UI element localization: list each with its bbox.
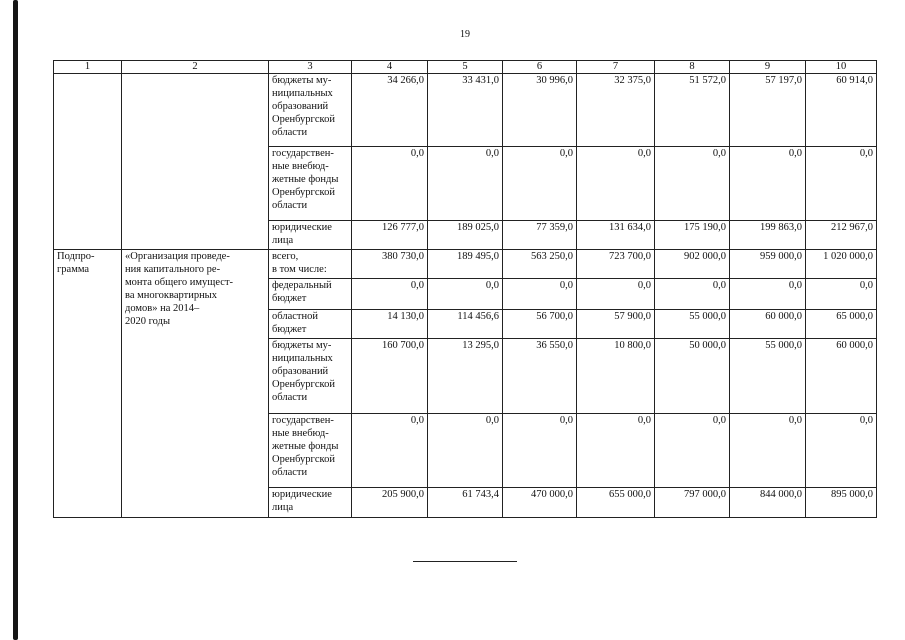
value-cell: 57 900,0 <box>577 310 655 339</box>
value-cell: 797 000,0 <box>655 488 730 518</box>
value-cell: 34 266,0 <box>352 74 428 147</box>
value-cell: 30 996,0 <box>503 74 577 147</box>
value-cell: 131 634,0 <box>577 221 655 250</box>
value-cell: 33 431,0 <box>428 74 503 147</box>
empty-cell <box>54 74 122 250</box>
value-cell: 0,0 <box>577 147 655 221</box>
value-cell: 723 700,0 <box>577 250 655 279</box>
row-label: всего, в том числе: <box>269 250 352 279</box>
value-cell: 77 359,0 <box>503 221 577 250</box>
value-cell: 0,0 <box>503 147 577 221</box>
row-label: государствен- ные внебюд- жетные фонды Оренбургской области <box>269 414 352 488</box>
budget-table <box>53 60 877 518</box>
row-label: юридические лица <box>269 488 352 518</box>
footnote-rule <box>413 561 517 562</box>
value-cell: 470 000,0 <box>503 488 577 518</box>
header-cell: 1 <box>54 61 122 74</box>
value-cell: 55 000,0 <box>655 310 730 339</box>
value-cell: 60 914,0 <box>806 74 877 147</box>
header-row <box>54 61 877 74</box>
row-label: бюджеты му- ниципальных образований Оренбургской области <box>269 339 352 414</box>
value-cell: 60 000,0 <box>730 310 806 339</box>
value-cell: 0,0 <box>352 279 428 310</box>
value-cell: 0,0 <box>503 414 577 488</box>
row-label: государствен- ные внебюд- жетные фонды Оренбургской области <box>269 147 352 221</box>
value-cell: 0,0 <box>352 147 428 221</box>
header-cell: 8 <box>655 61 730 74</box>
value-cell: 380 730,0 <box>352 250 428 279</box>
value-cell: 0,0 <box>806 147 877 221</box>
value-cell: 0,0 <box>806 279 877 310</box>
header-cell: 6 <box>503 61 577 74</box>
row-label: федеральный бюджет <box>269 279 352 310</box>
value-cell: 844 000,0 <box>730 488 806 518</box>
value-cell: 895 000,0 <box>806 488 877 518</box>
row-label: бюджеты му- ниципальных образований Оренбургской области <box>269 74 352 147</box>
header-cell: 4 <box>352 61 428 74</box>
value-cell: 0,0 <box>577 414 655 488</box>
value-cell: 189 025,0 <box>428 221 503 250</box>
value-cell: 563 250,0 <box>503 250 577 279</box>
value-cell: 959 000,0 <box>730 250 806 279</box>
value-cell: 0,0 <box>730 414 806 488</box>
value-cell: 0,0 <box>655 414 730 488</box>
header-cell: 3 <box>269 61 352 74</box>
value-cell: 0,0 <box>428 279 503 310</box>
value-cell: 0,0 <box>428 414 503 488</box>
value-cell: 0,0 <box>655 279 730 310</box>
value-cell: 55 000,0 <box>730 339 806 414</box>
value-cell: 60 000,0 <box>806 339 877 414</box>
value-cell: 0,0 <box>730 147 806 221</box>
subprogram-type: Подпро- грамма <box>54 250 122 518</box>
value-cell: 10 800,0 <box>577 339 655 414</box>
value-cell: 175 190,0 <box>655 221 730 250</box>
value-cell: 0,0 <box>352 414 428 488</box>
header-cell: 5 <box>428 61 503 74</box>
value-cell: 0,0 <box>503 279 577 310</box>
value-cell: 61 743,4 <box>428 488 503 518</box>
row-label: областной бюджет <box>269 310 352 339</box>
value-cell: 199 863,0 <box>730 221 806 250</box>
value-cell: 902 000,0 <box>655 250 730 279</box>
value-cell: 0,0 <box>428 147 503 221</box>
table-body <box>54 61 877 518</box>
table-row <box>54 250 877 279</box>
value-cell: 126 777,0 <box>352 221 428 250</box>
header-cell: 7 <box>577 61 655 74</box>
header-cell: 10 <box>806 61 877 74</box>
value-cell: 0,0 <box>806 414 877 488</box>
empty-cell <box>122 74 269 250</box>
value-cell: 14 130,0 <box>352 310 428 339</box>
value-cell: 13 295,0 <box>428 339 503 414</box>
value-cell: 36 550,0 <box>503 339 577 414</box>
value-cell: 65 000,0 <box>806 310 877 339</box>
value-cell: 56 700,0 <box>503 310 577 339</box>
value-cell: 160 700,0 <box>352 339 428 414</box>
value-cell: 205 900,0 <box>352 488 428 518</box>
value-cell: 0,0 <box>577 279 655 310</box>
value-cell: 212 967,0 <box>806 221 877 250</box>
scan-edge <box>13 0 18 640</box>
page-number: 19 <box>460 29 470 40</box>
row-label: юридические лица <box>269 221 352 250</box>
table-row <box>54 74 877 147</box>
subprogram-title: «Организация проведе- ния капитального ре- монта общего имущест- ва многоквартирных домов» на 2014– 2020 годы <box>122 250 269 518</box>
value-cell: 189 495,0 <box>428 250 503 279</box>
value-cell: 50 000,0 <box>655 339 730 414</box>
value-cell: 0,0 <box>730 279 806 310</box>
value-cell: 0,0 <box>655 147 730 221</box>
value-cell: 32 375,0 <box>577 74 655 147</box>
value-cell: 57 197,0 <box>730 74 806 147</box>
value-cell: 114 456,6 <box>428 310 503 339</box>
header-cell: 9 <box>730 61 806 74</box>
value-cell: 1 020 000,0 <box>806 250 877 279</box>
value-cell: 51 572,0 <box>655 74 730 147</box>
value-cell: 655 000,0 <box>577 488 655 518</box>
header-cell: 2 <box>122 61 269 74</box>
